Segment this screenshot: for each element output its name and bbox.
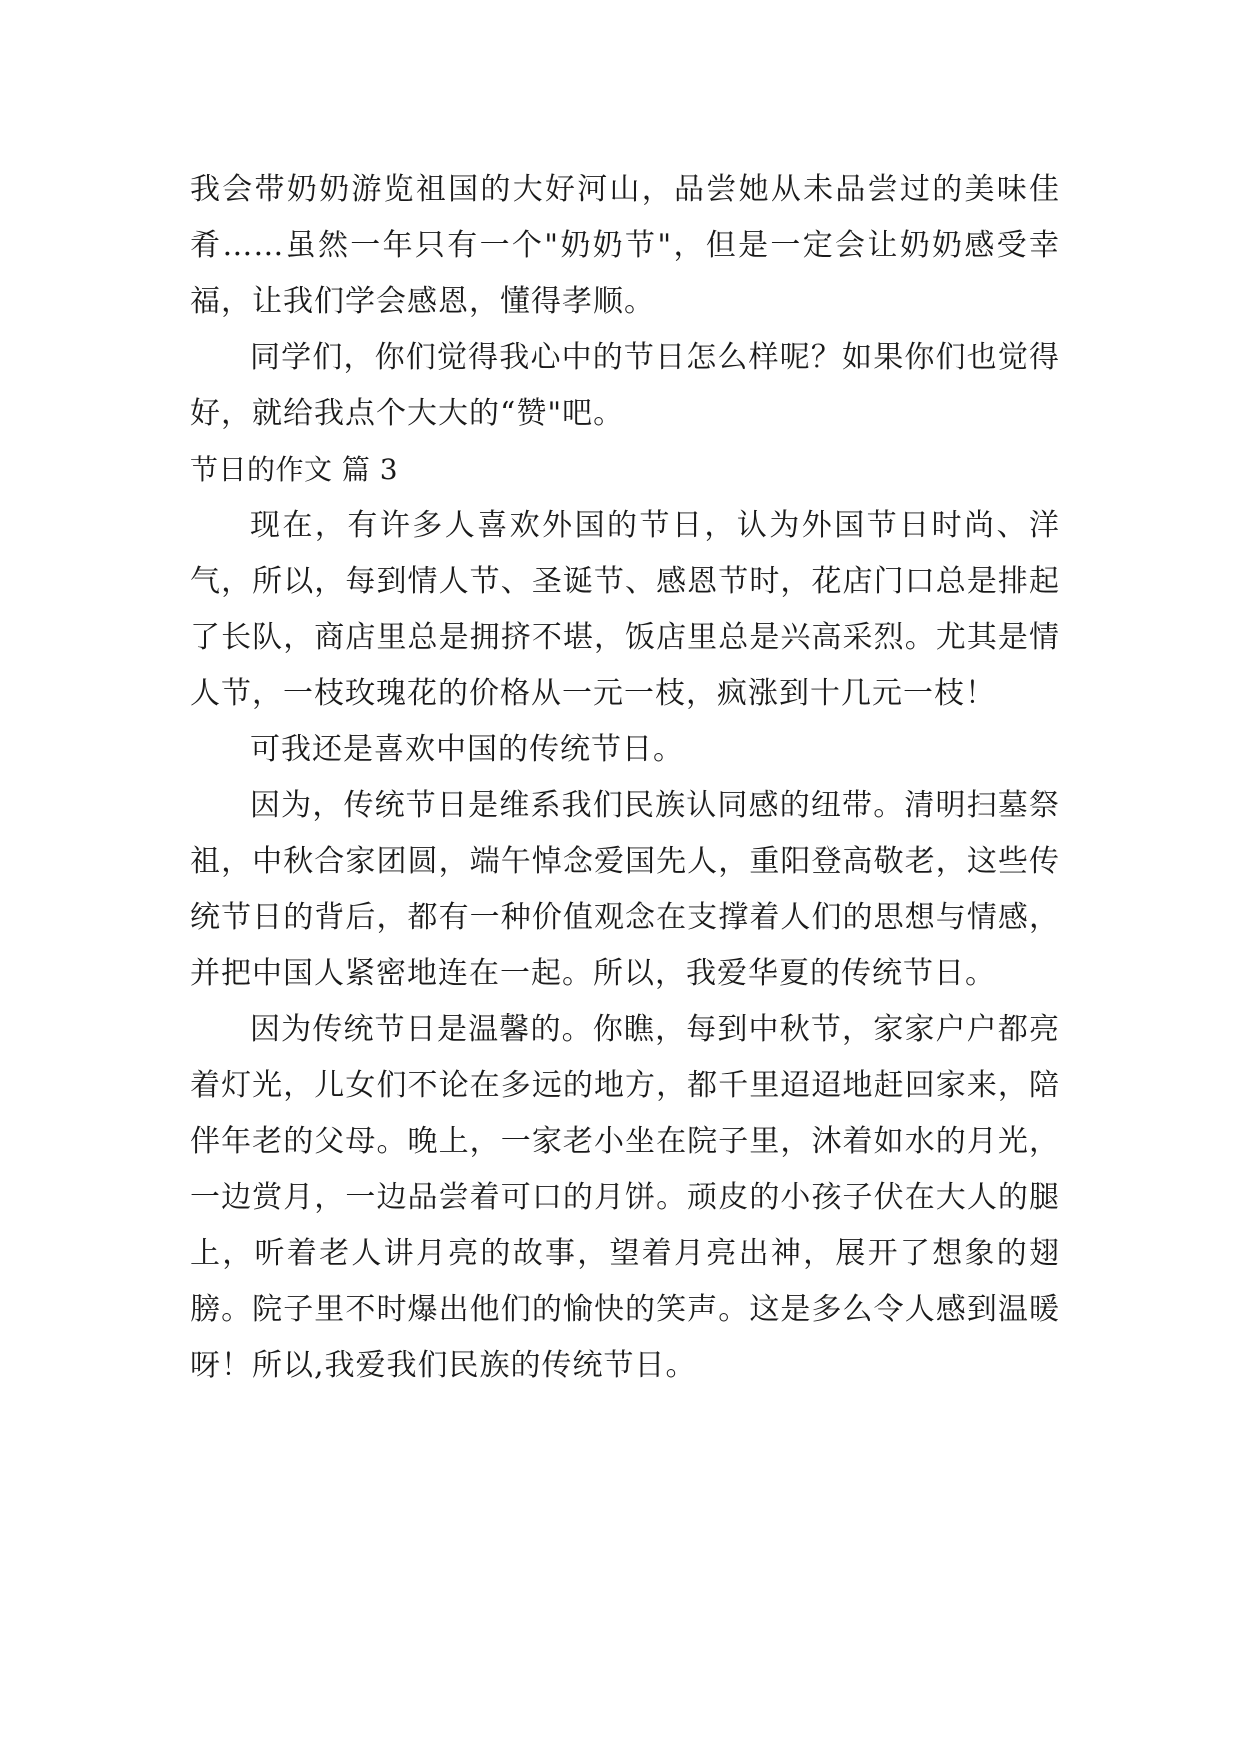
- document-body: [190, 162, 1060, 1394]
- paragraph-mid-autumn: 因为传统节日是温馨的。你瞧，每到中秋节，家家户户都亮着灯光，儿女们不论在多远的地方，都千里迢迢地赶回家来，陪伴年老的父母。晚上，一家老小坐在院子里，沐着如水的月光，一边赏月，一边品尝着可口的月饼。顽皮的小孩子伏在大人的腿上，听着老人讲月亮的故事，望着月亮出神，展开了想象的翅膀。院子里不时爆出他们的愉快的笑声。这是多么令人感到温暖呀！所以,我爱我们民族的传统节日。: [190, 1012, 1060, 1383]
- paragraph-continued: 我会带奶奶游览祖国的大好河山，品尝她从未品尝过的美味佳肴……虽然一年只有一个"奶奶节"，但是一定会让奶奶感受幸福，让我们学会感恩，懂得孝顺。: [190, 172, 1060, 319]
- paragraph-foreign-festivals: 现在，有许多人喜欢外国的节日，认为外国节日时尚、洋气，所以，每到情人节、圣诞节、感恩节时，花店门口总是排起了长队，商店里总是拥挤不堪，饭店里总是兴高采烈。尤其是情人节，一枝玫瑰花的价格从一元一枝，疯涨到十几元一枝！: [190, 508, 1060, 711]
- section-title: 节日的作文 篇 3: [190, 453, 399, 486]
- paragraph-national-identity: 因为，传统节日是维系我们民族认同感的纽带。清明扫墓祭祖，中秋合家团圆，端午悼念爱国先人，重阳登高敬老，这些传统节日的背后，都有一种价值观念在支撑着人们的思想与情感，并把中国人紧密地连在一起。所以，我爱华夏的传统节日。: [190, 788, 1060, 991]
- paragraph-closing: 同学们，你们觉得我心中的节日怎么样呢？如果你们也觉得好，就给我点个大大的“赞"吧。: [190, 340, 1060, 431]
- paragraph-preference: 可我还是喜欢中国的传统节日。: [250, 732, 684, 767]
